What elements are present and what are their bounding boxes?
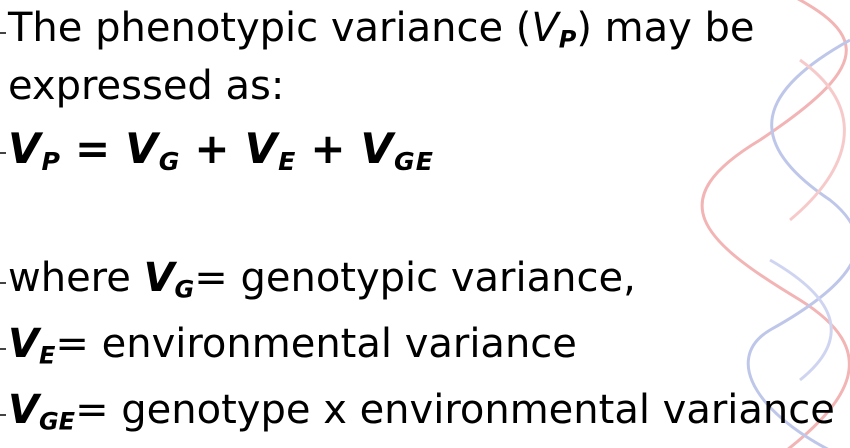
helix-strand-red [702, 0, 849, 448]
intro-suffix: ) may be [576, 5, 755, 51]
interaction-symbol: $V_{GE}$ [8, 387, 76, 436]
definition-interaction [8, 387, 835, 436]
plus-sign-1: + [194, 124, 231, 173]
genotypic-definition-text: = genotypic variance, [194, 255, 636, 301]
equation-term-genotypic: $V_G$ [125, 124, 181, 177]
intro-line-1 [8, 5, 755, 54]
bullet-marker [0, 348, 6, 350]
definition-genotypic: where $V_G=$ genotypic variance, [8, 255, 636, 304]
genotypic-symbol: $V_G$ [143, 255, 195, 304]
equals-sign: = [74, 124, 112, 173]
intro-prefix: The phenotypic variance ( [8, 5, 532, 51]
equation-lhs: $V_P$ [8, 124, 61, 177]
bullet-marker [0, 282, 6, 284]
variance-equation [8, 124, 434, 177]
bullet-marker [0, 414, 6, 416]
bullet-marker [0, 32, 6, 34]
phenotypic-variance-symbol: $V_P$ [531, 5, 577, 54]
intro-line-2: expressed as: [8, 63, 285, 109]
bullet-marker [0, 152, 6, 154]
interaction-definition-text: = genotype x environmental variance [75, 387, 835, 433]
plus-sign-2: + [310, 124, 347, 173]
helix-strand-red-2 [790, 60, 844, 220]
environmental-symbol: $V_E$ [8, 321, 56, 370]
equation-term-environmental: $V_E$ [244, 124, 297, 177]
environmental-definition-text: = environmental variance [55, 321, 577, 367]
helix-strand-blue-2 [770, 260, 831, 380]
definition-environmental [8, 321, 577, 370]
equation-term-interaction: $V_{GE}$ [360, 124, 434, 177]
